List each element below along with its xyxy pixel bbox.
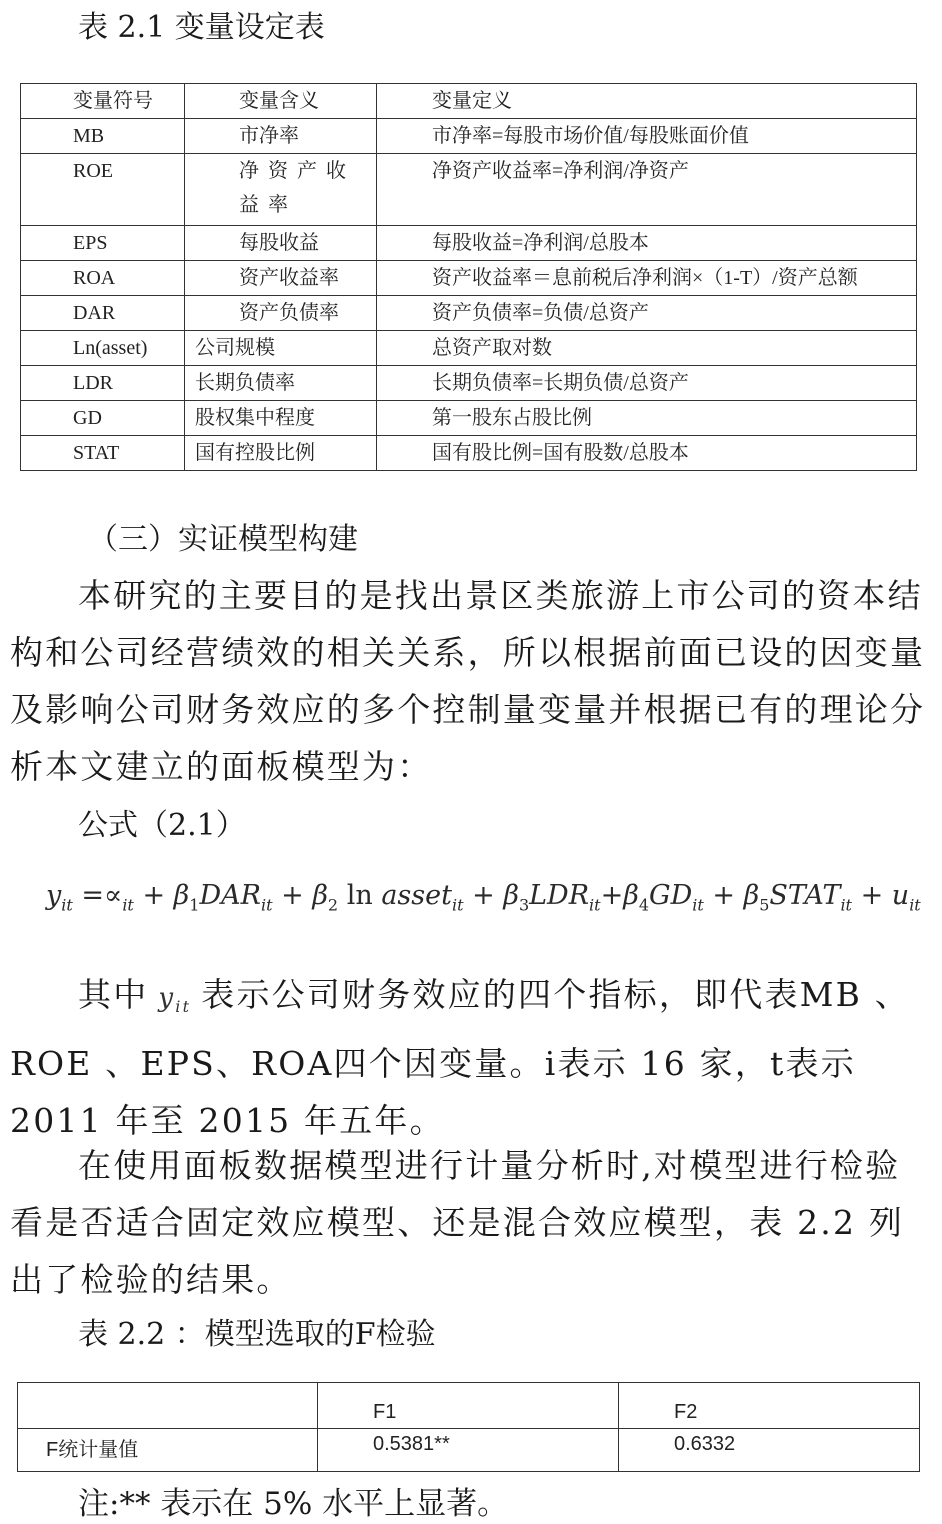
- value-f2: 0.6332: [619, 1429, 920, 1472]
- table1-caption: 表 2.1 变量设定表: [78, 10, 325, 45]
- table-row: [21, 119, 917, 154]
- section-heading: （三）实证模型构建: [88, 522, 358, 557]
- body-paragraph: 本研究的主要目的是找出景区类旅游上市公司的资本结构和公司经营绩效的相关关系，所以根据前面已设的因变量及影响公司财务效应的多个控制量变量并根据已有的理论分析本文建立的面板模型为：: [10, 576, 926, 786]
- header-definition: 变量定义: [377, 84, 917, 119]
- header-f1: F1: [318, 1383, 619, 1429]
- cell-definition: 资产收益率＝息前税后净利润×（1-T）/资产总额: [377, 261, 917, 296]
- cell-definition: 长期负债率=长期负债/总资产: [377, 366, 917, 401]
- cell-definition: 市净率=每股市场价值/每股账面价值: [377, 119, 917, 154]
- header-f2: F2: [619, 1383, 920, 1429]
- cell-symbol: STAT: [21, 436, 185, 471]
- cell-meaning: 公司规模: [185, 331, 377, 366]
- table-header-row: [18, 1383, 920, 1429]
- cell-definition: 国有股比例=国有股数/总股本: [377, 436, 917, 471]
- table2-caption: 表 2.2 ：模型选取的F检验: [78, 1317, 436, 1352]
- cell-symbol: ROE: [21, 154, 185, 226]
- header-empty: [18, 1383, 318, 1429]
- table-note: 注:** 表示在 5% 水平上显著。: [78, 1486, 509, 1522]
- body-paragraph: 其中 $y_{it}$ 表示公司财务效应的四个指标，即代表MB 、ROE 、EPS、ROA四个因变量。i表示 16 家，t表示 2011 年至 2015 年五年。: [10, 975, 910, 1141]
- cell-symbol: MB: [21, 119, 185, 154]
- table-row: [21, 401, 917, 436]
- cell-meaning: 资产负债率: [185, 296, 377, 331]
- table-row: [21, 331, 917, 366]
- table-row: [18, 1429, 920, 1472]
- cell-meaning: 每股收益: [185, 226, 377, 261]
- table-row: [21, 436, 917, 471]
- table-row: [21, 226, 917, 261]
- table-row: [21, 296, 917, 331]
- table-row: [21, 366, 917, 401]
- table-row: [21, 154, 917, 226]
- cell-symbol: EPS: [21, 226, 185, 261]
- cell-definition: 第一股东占股比例: [377, 401, 917, 436]
- formula-label: 公式（2.1）: [78, 808, 246, 843]
- header-meaning: 变量含义: [185, 84, 377, 119]
- cell-meaning: 净资产收益率: [185, 154, 377, 226]
- header-symbol: 变量符号: [21, 84, 185, 119]
- cell-meaning: 股权集中程度: [185, 401, 377, 436]
- cell-definition: 净资产收益率=净利润/净资产: [377, 154, 917, 226]
- cell-meaning: 长期负债率: [185, 366, 377, 401]
- cell-meaning: 市净率: [185, 119, 377, 154]
- model-formula: $y_{it} =\propto_{it} + \beta_1DAR_{it} + \beta_2$ ln asset$_{it}$ + $\beta_3LDR_{it}+\beta_4GD_{it}$ + $\beta_5STAT_{it} + u_{it}$: [46, 880, 921, 915]
- table-header-row: [21, 84, 917, 119]
- value-f1: 0.5381**: [318, 1429, 619, 1472]
- f-test-table: [17, 1382, 920, 1472]
- table-row: [21, 261, 917, 296]
- cell-definition: 资产负债率=负债/总资产: [377, 296, 917, 331]
- cell-symbol: GD: [21, 401, 185, 436]
- cell-symbol: LDR: [21, 366, 185, 401]
- cell-symbol: Ln(asset): [21, 331, 185, 366]
- row-label: F统计量值: [18, 1429, 318, 1472]
- cell-definition: 总资产取对数: [377, 331, 917, 366]
- cell-symbol: ROA: [21, 261, 185, 296]
- cell-symbol: DAR: [21, 296, 185, 331]
- cell-meaning: 资产收益率: [185, 261, 377, 296]
- body-paragraph: 在使用面板数据模型进行计量分析时,对模型进行检验看是否适合固定效应模型、还是混合效应模型，表 2.2 列出了检验的结果。: [10, 1146, 905, 1299]
- cell-definition: 每股收益=净利润/总股本: [377, 226, 917, 261]
- variable-table: [20, 83, 917, 471]
- cell-meaning: 国有控股比例: [185, 436, 377, 471]
